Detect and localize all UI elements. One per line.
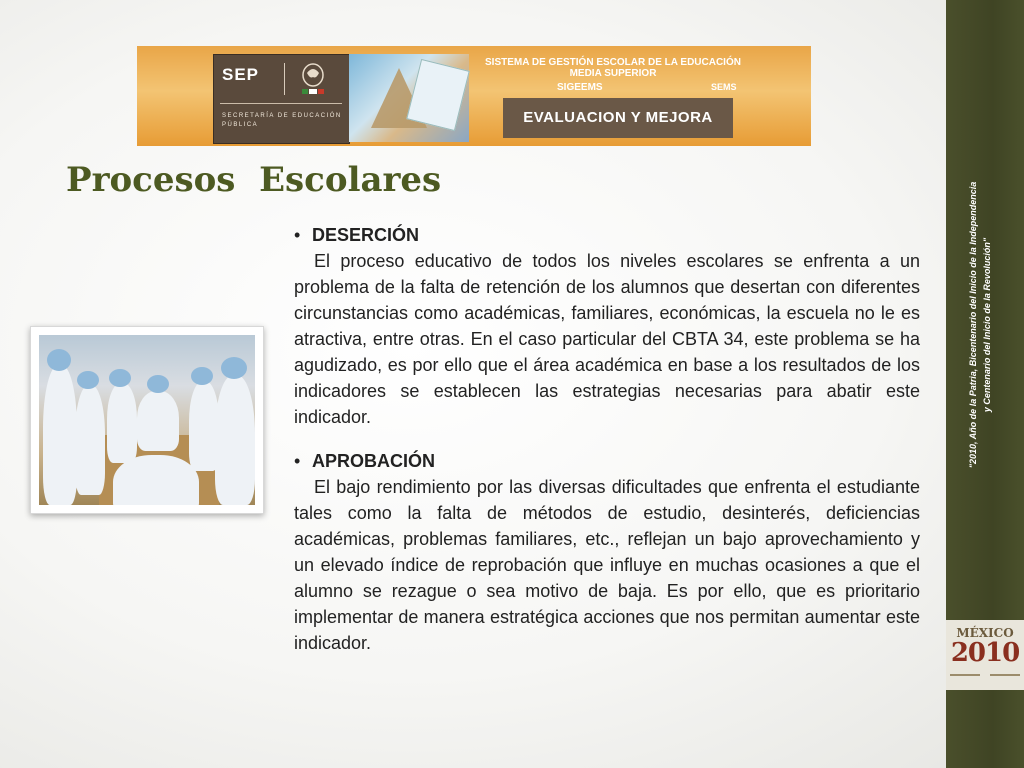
bullet: • [294, 451, 301, 471]
main-content [294, 222, 920, 656]
students-lab-photo [39, 335, 255, 505]
side-caption [966, 165, 994, 485]
section-desercion [294, 222, 920, 430]
bullet: • [294, 225, 301, 245]
secretaria-text: SECRETARÍA DE EDUCACIÓN PÚBLICA [222, 113, 342, 128]
side-caption-line1: "2010, Año de la Patria, Bicentenario del Inicio de la Independencia [968, 181, 978, 469]
mexico-2010-logo [946, 620, 1024, 690]
mexican-eagle-icon [298, 61, 328, 95]
sigeems-label: SIGEEMS [557, 82, 603, 93]
sep-logo-panel [213, 54, 350, 144]
section-aprobacion [294, 448, 920, 656]
system-title: SISTEMA DE GESTIÓN ESCOLAR DE LA EDUCACIÓN MEDIA SUPERIOR [485, 57, 741, 79]
photo-frame [30, 326, 264, 514]
section-body: El bajo rendimiento por las diversas dificultades que enfrenta el estudiante tales como la falta de métodos de estudio, desinterés, deficiencias académicas, problemas familiares, etc., reflejan un bajo aprovechamiento y un elevado índice de reprobación que influye en muchas ocasiones a que el alumno se rezague o sea motivo de baja. Es por ello, que es prioritario implementar de manera estratégica acciones que nos permitan aumentar este indicador. [294, 477, 920, 653]
evaluation-label: EVALUACION Y MEJORA [523, 109, 713, 126]
side-caption-line2: y Centenario del Inicio de la Revolución" [982, 237, 992, 413]
evaluation-bar [503, 98, 733, 138]
page-title: Procesos Escolares [66, 160, 442, 200]
mexico-word: MÉXICO [956, 626, 1014, 640]
section-body: El proceso educativo de todos los niveles escolares se enfrenta a un problema de la falta de retención de los alumnos que desertan con diferentes circunstancias como académicas, familiares, económicas, la escuela no le es atractiva, entre otras. En el caso particular del CBTA 34, este problema se ha agudizado, es por ello que el área académica en base a los resultados de los indicadores se establecen las estrategias necesarias para abatir este indicador. [294, 251, 920, 427]
header-banner [137, 46, 811, 146]
section-heading: DESERCIÓN [312, 225, 420, 245]
section-heading: APROBACIÓN [312, 451, 436, 471]
banner-collage-image [349, 54, 469, 142]
sems-label: SEMS [711, 82, 737, 92]
mexico-year: 2010 [950, 638, 1020, 668]
sep-logo-text: SEP [222, 65, 260, 84]
